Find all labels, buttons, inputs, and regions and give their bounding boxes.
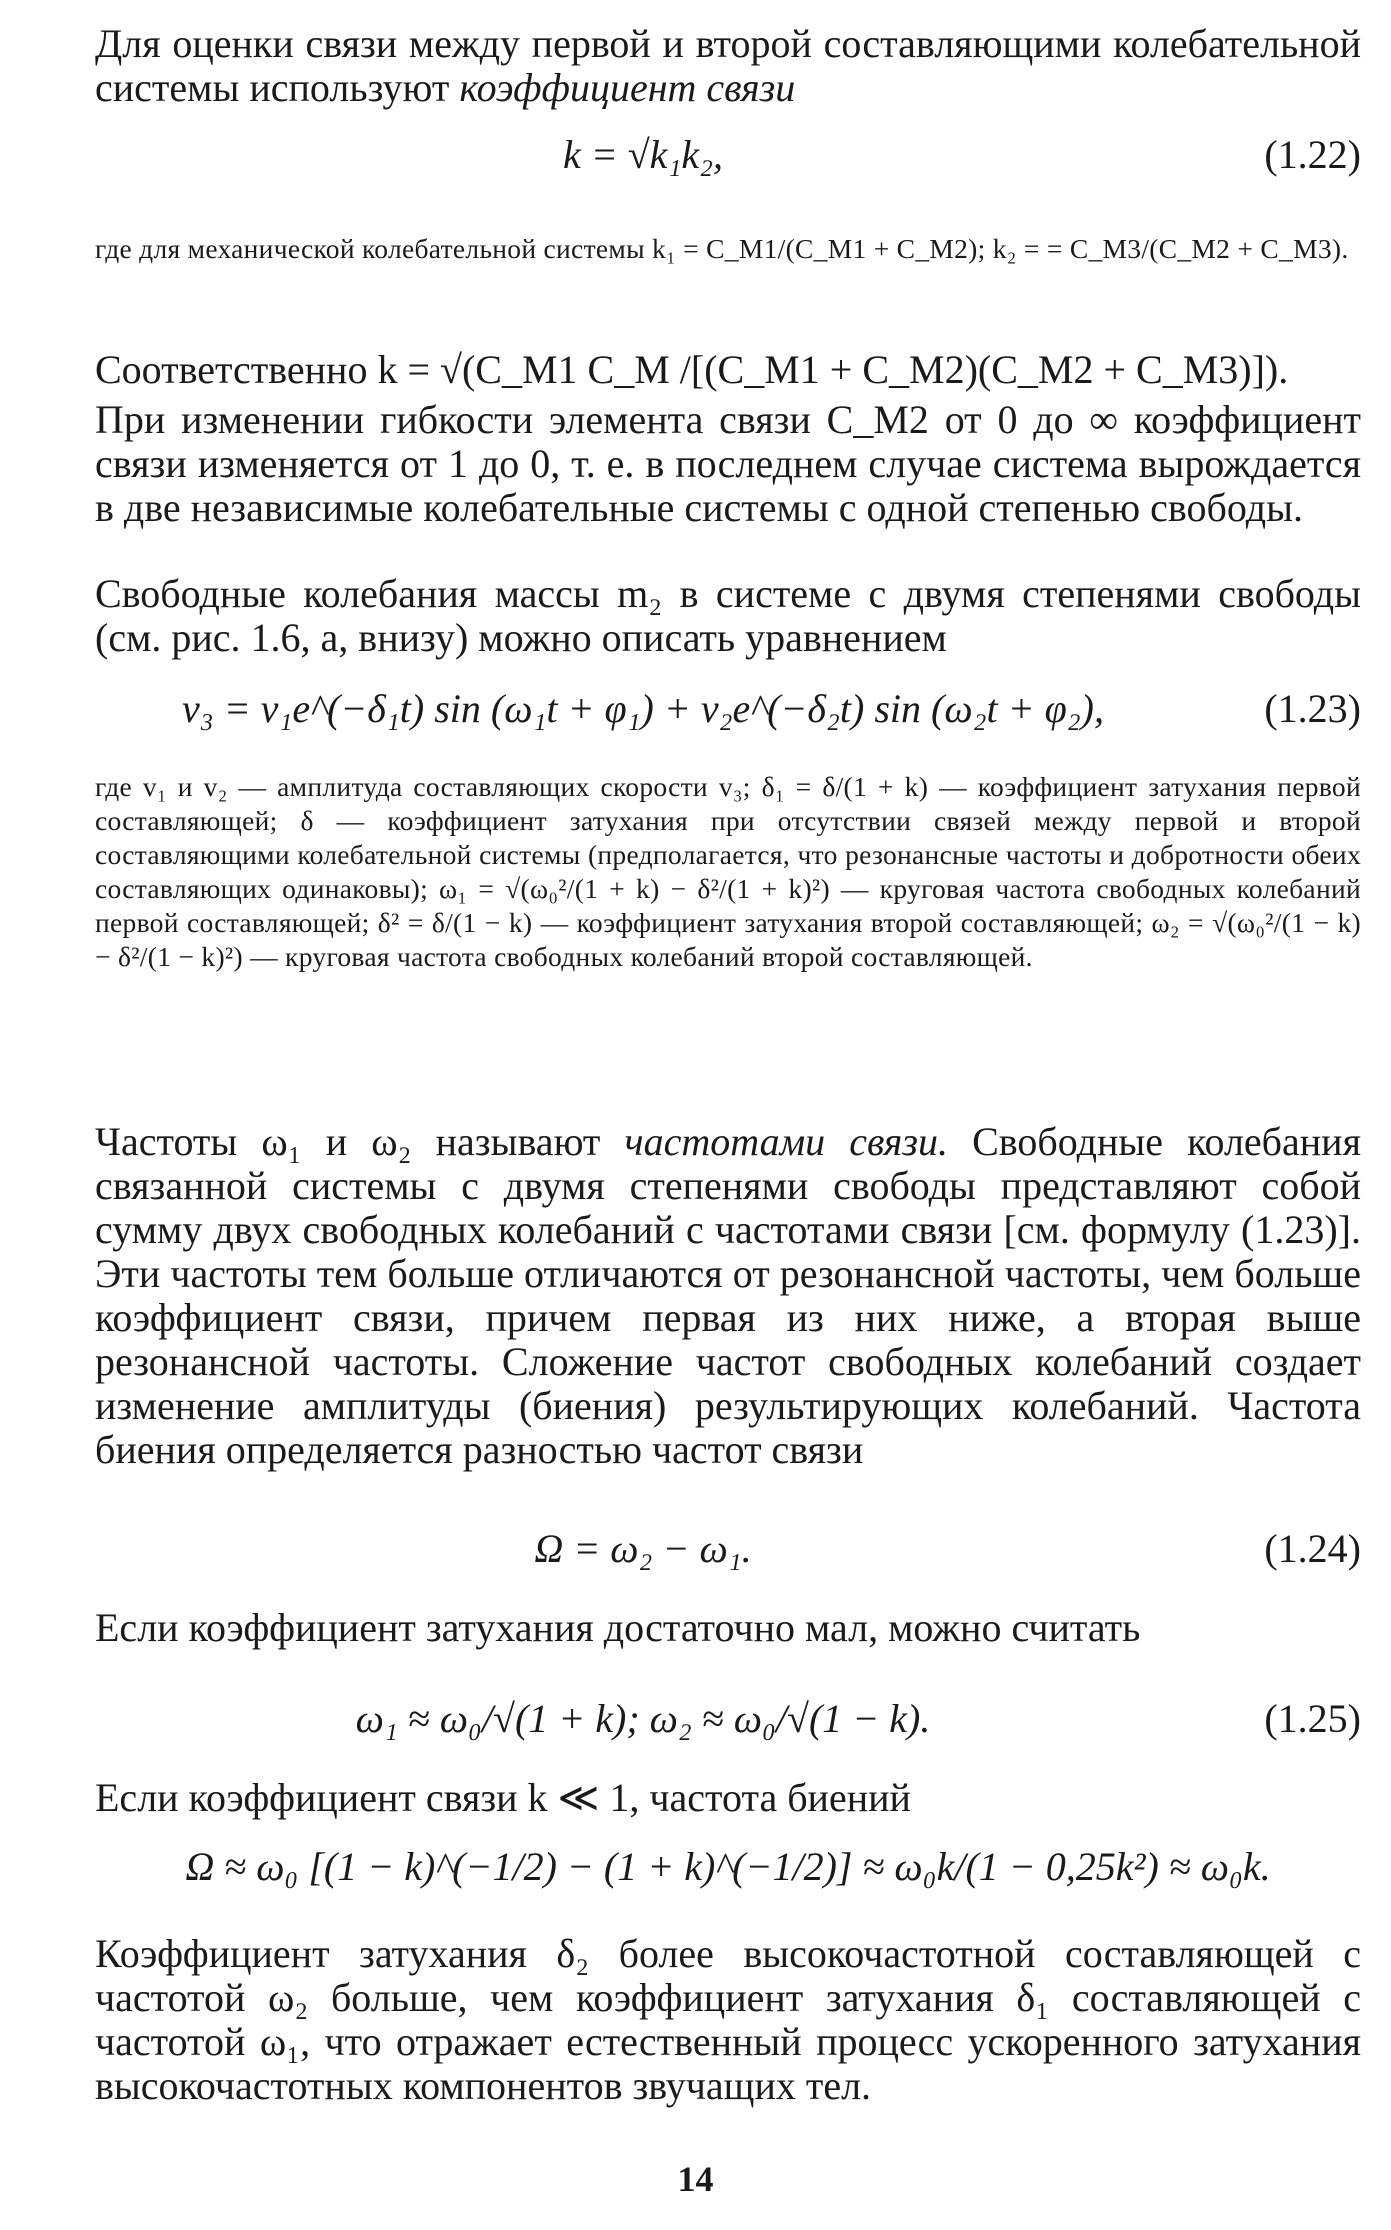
page-number: 14 [677,2159,714,2199]
paragraph-coupling-frequencies [95,1120,1361,1472]
formula-expression: Ω = ω₂ − ω₁. [534,1526,752,1571]
equation-number: (1.24) [1264,1526,1361,1571]
formula-beat-frequency [95,1842,1361,1892]
paragraph-weak-coupling: Если коэффициент связи k ≪ 1, частота биений [95,1775,911,1820]
paragraph-free-oscillations: Свободные колебания массы m₂ в системе с двумя степенями свободы (см. рис. 1.6, а, внизу) можно описать уравнением [95,571,1361,660]
formula-1-25 [95,1694,1361,1744]
paragraph-text: Частоты ω₁ и ω₂ называют [95,1119,625,1164]
paragraph-small-damping: Если коэффициент затухания достаточно мал, можно считать [95,1605,1141,1650]
formula-1-24 [95,1524,1361,1574]
equation-number: (1.22) [1264,132,1361,177]
equation-number: (1.23) [1264,686,1361,731]
term-coupling-coefficient: коэффициент связи [459,65,796,110]
formula-1-22 [95,130,1361,180]
note-amplitudes-damping: где v₁ и v₂ — амплитуда составляющих скорости v₃; δ₁ = δ/(1 + k) — коэффициент затухания первой составляющей; δ — коэффициент затухания при отсутствии связей между первой и второй составляющими колебательной системы (предполагается, что резонансные частоты и добротности обеих составляющих одинаковы); ω₁ = √(ω₀²/(1 + k) − δ²/(1 + k)²) — круговая частота свободных колебаний первой составляющей; δ² = δ/(1 − k) — коэффициент затухания второй составляющей; ω₂ = √(ω₀²/(1 − k) − δ²/(1 − k)²) — круговая частота свободных колебаний второй составляющей. [95,771,1361,972]
paragraph-correspondingly: Соответственно k = √(C_M1 C_M /[(C_M1 + C_M2)(C_M2 + C_M3)]). [95,347,1289,392]
paragraph-text: Свободные колебания связанной системы с двумя степенями свободы представляют собой сумму двух свободных колебаний с частотами связи [см. формулу (1.23)]. Эти частоты тем больше отличаются от резонансной частоты, чем больше коэффициент связи, причем первая из них ниже, а вторая выше резонансной частоты. Сложение частот свободных колебаний создает изменение амплитуды (биения) результирующих колебаний. Частота биения определяется разностью частот связи [95,1119,1361,1472]
paragraph-text: Для оценки связи между первой и второй составляющими колебательной системы используют [95,21,1361,110]
equation-number: (1.25) [1264,1696,1361,1741]
formula-expression: ω₁ ≈ ω₀/√(1 + k); ω₂ ≈ ω₀/√(1 − k). [355,1696,931,1741]
paragraph-flexibility-change: При изменении гибкости элемента связи C_M2 от 0 до ∞ коэффициент связи изменяется от 1 до 0, т. е. в последнем случае система вырождается в две независимые колебательные системы с одной степенью свободы. [95,397,1361,530]
formula-expression: k = √k₁k₂, [562,132,724,177]
term-coupling-frequencies: частотами связи. [624,1119,949,1164]
note-mechanical-system: где для механической колебательной системы k₁ = C_M1/(C_M1 + C_M2); k₂ = = C_M3/(C_M2 + C_M3). [95,233,1349,264]
formula-1-23 [95,684,1361,734]
paragraph-damping-coefficients: Коэффициент затухания δ₂ более высокочастотной составляющей с частотой ω₂ больше, чем коэффициент затухания δ₁ составляющей с частотой ω₁, что отражает естественный процесс ускоренного затухания высокочастотных компонентов звучащих тел. [95,1931,1361,2108]
formula-expression: v₃ = v₁e^(−δ₁t) sin (ω₁t + φ₁) + v₂e^(−δ₂t) sin (ω₂t + φ₂), [182,686,1104,731]
formula-expression: Ω ≈ ω₀ [(1 − k)^(−1/2) − (1 + k)^(−1/2)] ≈ ω₀k/(1 − 0,25k²) ≈ ω₀k. [185,1844,1271,1889]
paragraph-coupling-intro [95,22,1361,110]
